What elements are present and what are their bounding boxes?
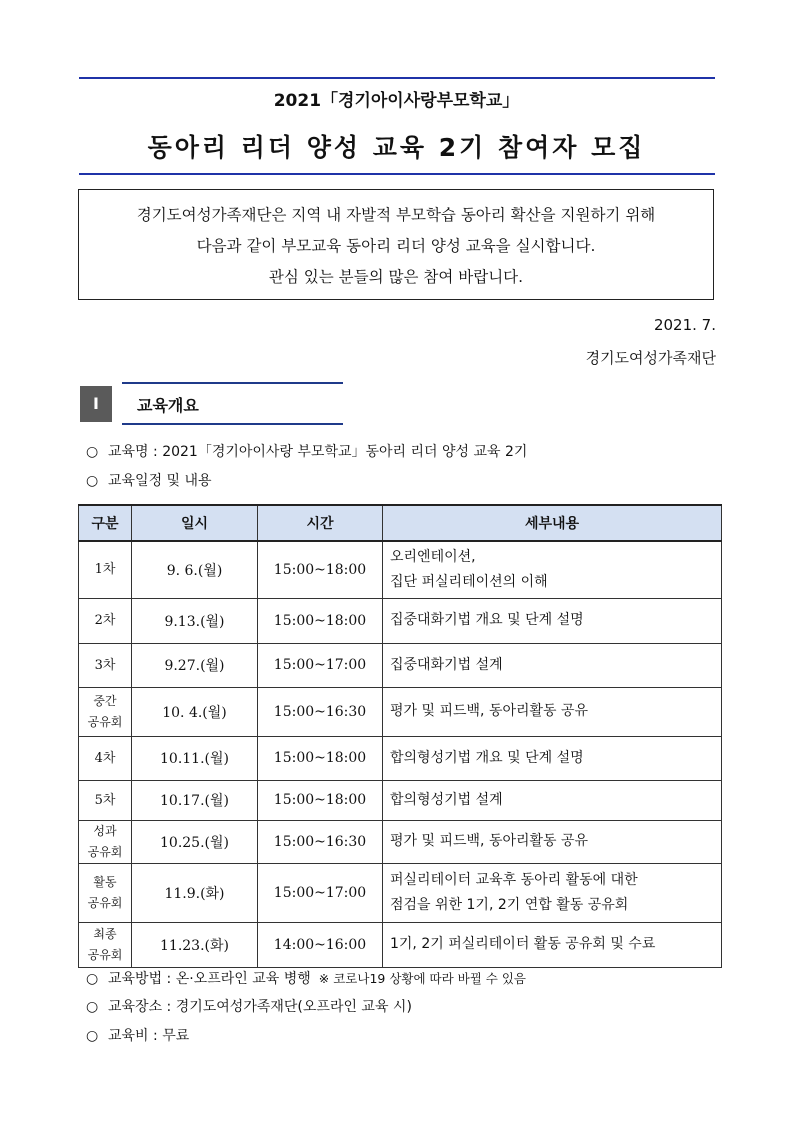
fee-text: 교육비 : 무료 bbox=[108, 1028, 190, 1044]
method-note: ※ 코로나19 상황에 따라 바뀔 수 있음 bbox=[318, 971, 526, 986]
intro-box bbox=[78, 189, 714, 300]
row-time: 15:00~18:00 bbox=[258, 598, 383, 643]
header-kind: 구분 bbox=[79, 505, 132, 541]
row-kind: 활동 공유회 bbox=[79, 863, 132, 922]
section-rule-top bbox=[122, 382, 343, 384]
section-title: 교육개요 bbox=[137, 396, 199, 415]
circle-bullet-icon: ○ bbox=[86, 999, 99, 1015]
table-row bbox=[79, 598, 722, 643]
top-rule bbox=[79, 77, 715, 79]
table-row bbox=[79, 922, 722, 967]
row-date: 10.11.(월) bbox=[132, 736, 258, 780]
row-date: 9.13.(월) bbox=[132, 598, 258, 643]
method-text: 교육방법 : 온·오프라인 교육 병행 bbox=[108, 971, 311, 987]
table-row bbox=[79, 863, 722, 922]
row-detail: 합의형성기법 설계 bbox=[383, 780, 722, 820]
row-detail: 오리엔테이션, 집단 퍼실리테이션의 이해 bbox=[383, 541, 722, 598]
bullet-course-name bbox=[86, 441, 527, 461]
intro-line-3: 관심 있는 분들의 많은 참여 바랍니다. bbox=[268, 268, 524, 286]
section-number: Ⅰ bbox=[80, 386, 112, 422]
row-date: 9.27.(월) bbox=[132, 643, 258, 687]
row-date: 10.25.(월) bbox=[132, 820, 258, 863]
row-kind: 성과 공유회 bbox=[79, 820, 132, 863]
header-date: 일시 bbox=[132, 505, 258, 541]
row-date: 11.23.(화) bbox=[132, 922, 258, 967]
issuing-organization: 경기도여성가족재단 bbox=[585, 349, 716, 367]
header-detail: 세부내용 bbox=[383, 505, 722, 541]
row-time: 15:00~16:30 bbox=[258, 820, 383, 863]
table-row bbox=[79, 687, 722, 736]
row-kind: 3차 bbox=[79, 643, 132, 687]
row-kind: 2차 bbox=[79, 598, 132, 643]
row-detail: 퍼실리테이터 교육후 동아리 활동에 대한 점검을 위한 1기, 2기 연합 활동 공유회 bbox=[383, 863, 722, 922]
row-date: 9. 6.(월) bbox=[132, 541, 258, 598]
table-row bbox=[79, 780, 722, 820]
row-time: 15:00~17:00 bbox=[258, 643, 383, 687]
schedule-table bbox=[78, 504, 722, 968]
row-date: 10. 4.(월) bbox=[132, 687, 258, 736]
row-time: 15:00~17:00 bbox=[258, 863, 383, 922]
row-date: 10.17.(월) bbox=[132, 780, 258, 820]
row-time: 14:00~16:00 bbox=[258, 922, 383, 967]
course-name-text: 교육명 : 2021「경기아이사랑 부모학교」동아리 리더 양성 교육 2기 bbox=[108, 444, 528, 460]
row-time: 15:00~18:00 bbox=[258, 541, 383, 598]
issue-date: 2021. 7. bbox=[653, 316, 716, 334]
row-detail: 1기, 2기 퍼실리테이터 활동 공유회 및 수료 bbox=[383, 922, 722, 967]
row-detail: 평가 및 피드백, 동아리활동 공유 bbox=[383, 687, 722, 736]
row-kind: 4차 bbox=[79, 736, 132, 780]
circle-bullet-icon: ○ bbox=[86, 1028, 99, 1044]
row-detail: 집중대화기법 설계 bbox=[383, 643, 722, 687]
table-header-row bbox=[79, 505, 722, 541]
circle-bullet-icon: ○ bbox=[86, 444, 99, 460]
circle-bullet-icon: ○ bbox=[86, 473, 99, 489]
location-text: 교육장소 : 경기도여성가족재단(오프라인 교육 시) bbox=[108, 999, 412, 1015]
row-time: 15:00~16:30 bbox=[258, 687, 383, 736]
document-title: 동아리 리더 양성 교육 2기 참여자 모집 bbox=[147, 133, 646, 162]
table-row bbox=[79, 643, 722, 687]
row-kind: 5차 bbox=[79, 780, 132, 820]
header-time: 시간 bbox=[258, 505, 383, 541]
intro-line-2: 다음과 같이 부모교육 동아리 리더 양성 교육을 실시합니다. bbox=[196, 237, 596, 255]
row-date: 11.9.(화) bbox=[132, 863, 258, 922]
row-kind: 최종 공유회 bbox=[79, 922, 132, 967]
title-bottom-rule bbox=[79, 173, 715, 175]
circle-bullet-icon: ○ bbox=[86, 971, 99, 987]
table-row bbox=[79, 820, 722, 863]
bullet-location bbox=[86, 996, 412, 1016]
row-time: 15:00~18:00 bbox=[258, 736, 383, 780]
row-detail: 집중대화기법 개요 및 단계 설명 bbox=[383, 598, 722, 643]
document-supertitle: 2021「경기아이사랑부모학교」 bbox=[273, 91, 520, 111]
intro-line-1: 경기도여성가족재단은 지역 내 자발적 부모학습 동아리 확산을 지원하기 위해 bbox=[136, 206, 656, 224]
bullet-fee bbox=[86, 1025, 189, 1045]
row-detail: 평가 및 피드백, 동아리활동 공유 bbox=[383, 820, 722, 863]
table-row bbox=[79, 736, 722, 780]
bullet-method bbox=[86, 968, 526, 988]
row-detail: 합의형성기법 개요 및 단계 설명 bbox=[383, 736, 722, 780]
table-row bbox=[79, 541, 722, 598]
row-kind: 중간 공유회 bbox=[79, 687, 132, 736]
bullet-schedule bbox=[86, 470, 212, 490]
schedule-heading-text: 교육일정 및 내용 bbox=[108, 473, 212, 489]
row-kind: 1차 bbox=[79, 541, 132, 598]
row-time: 15:00~18:00 bbox=[258, 780, 383, 820]
section-rule-bottom bbox=[122, 423, 343, 425]
